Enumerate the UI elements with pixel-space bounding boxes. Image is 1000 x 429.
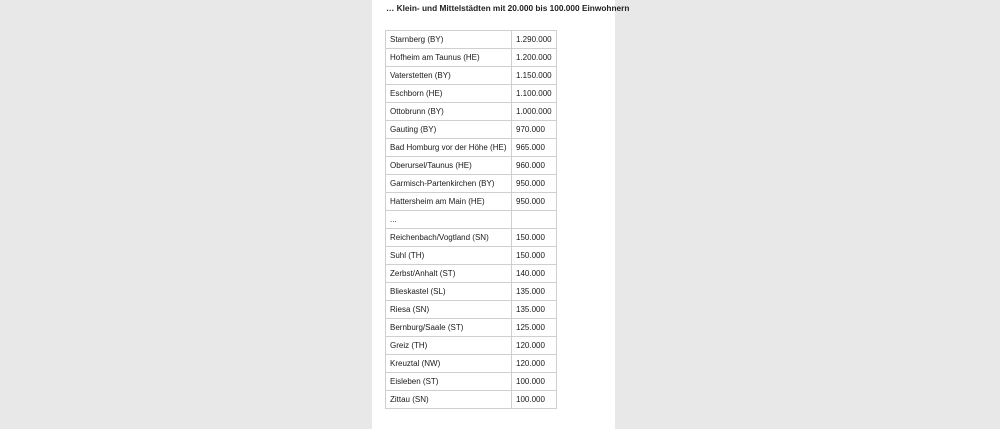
city-cell: Bernburg/Saale (ST): [386, 319, 512, 337]
city-cell: Blieskastel (SL): [386, 283, 512, 301]
table-row: [386, 229, 557, 247]
value-cell: 135.000: [512, 283, 557, 301]
table-row: [386, 49, 557, 67]
value-cell: 950.000: [512, 175, 557, 193]
value-cell: 120.000: [512, 355, 557, 373]
value-cell: 100.000: [512, 391, 557, 409]
table-row: [386, 121, 557, 139]
table-row: [386, 85, 557, 103]
value-cell: 965.000: [512, 139, 557, 157]
table-row: [386, 319, 557, 337]
city-cell: Kreuztal (NW): [386, 355, 512, 373]
value-cell: 1.200.000: [512, 49, 557, 67]
city-cell: Hofheim am Taunus (HE): [386, 49, 512, 67]
table-row: [386, 67, 557, 85]
city-cell: Reichenbach/Vogtland (SN): [386, 229, 512, 247]
table-row: [386, 391, 557, 409]
value-cell: 120.000: [512, 337, 557, 355]
table-row: [386, 373, 557, 391]
value-cell: 150.000: [512, 229, 557, 247]
table-row: [386, 265, 557, 283]
value-cell: 135.000: [512, 301, 557, 319]
table-row: [386, 355, 557, 373]
city-cell: Gauting (BY): [386, 121, 512, 139]
table-row: [386, 247, 557, 265]
value-cell: 960.000: [512, 157, 557, 175]
value-cell: 1.100.000: [512, 85, 557, 103]
value-cell: 1.000.000: [512, 103, 557, 121]
value-cell: 100.000: [512, 373, 557, 391]
table-row: [386, 103, 557, 121]
city-cell: Greiz (TH): [386, 337, 512, 355]
value-cell: [512, 211, 557, 229]
table-row: [386, 283, 557, 301]
value-cell: 1.150.000: [512, 67, 557, 85]
city-cell: Zittau (SN): [386, 391, 512, 409]
table-heading: … Klein- und Mittelstädten mit 20.000 bis 100.000 Einwohnern: [386, 3, 630, 13]
city-cell: Garmisch-Partenkirchen (BY): [386, 175, 512, 193]
city-cell: Oberursel/Taunus (HE): [386, 157, 512, 175]
city-cell: Vaterstetten (BY): [386, 67, 512, 85]
table-row: [386, 211, 557, 229]
city-cell: Suhl (TH): [386, 247, 512, 265]
city-cell: Bad Homburg vor der Höhe (HE): [386, 139, 512, 157]
value-cell: 970.000: [512, 121, 557, 139]
table-row: [386, 301, 557, 319]
city-price-table: [385, 30, 557, 409]
city-cell: Zerbst/Anhalt (ST): [386, 265, 512, 283]
city-cell: Riesa (SN): [386, 301, 512, 319]
ellipsis-cell: ...: [386, 211, 512, 229]
city-cell: Eisleben (ST): [386, 373, 512, 391]
value-cell: 140.000: [512, 265, 557, 283]
table-row: [386, 139, 557, 157]
value-cell: 125.000: [512, 319, 557, 337]
value-cell: 150.000: [512, 247, 557, 265]
table-row: [386, 31, 557, 49]
value-cell: 950.000: [512, 193, 557, 211]
city-cell: Ottobrunn (BY): [386, 103, 512, 121]
table-row: [386, 193, 557, 211]
table-row: [386, 175, 557, 193]
table-row: [386, 157, 557, 175]
table-row: [386, 337, 557, 355]
city-cell: Eschborn (HE): [386, 85, 512, 103]
value-cell: 1.290.000: [512, 31, 557, 49]
city-cell: Hattersheim am Main (HE): [386, 193, 512, 211]
city-cell: Starnberg (BY): [386, 31, 512, 49]
